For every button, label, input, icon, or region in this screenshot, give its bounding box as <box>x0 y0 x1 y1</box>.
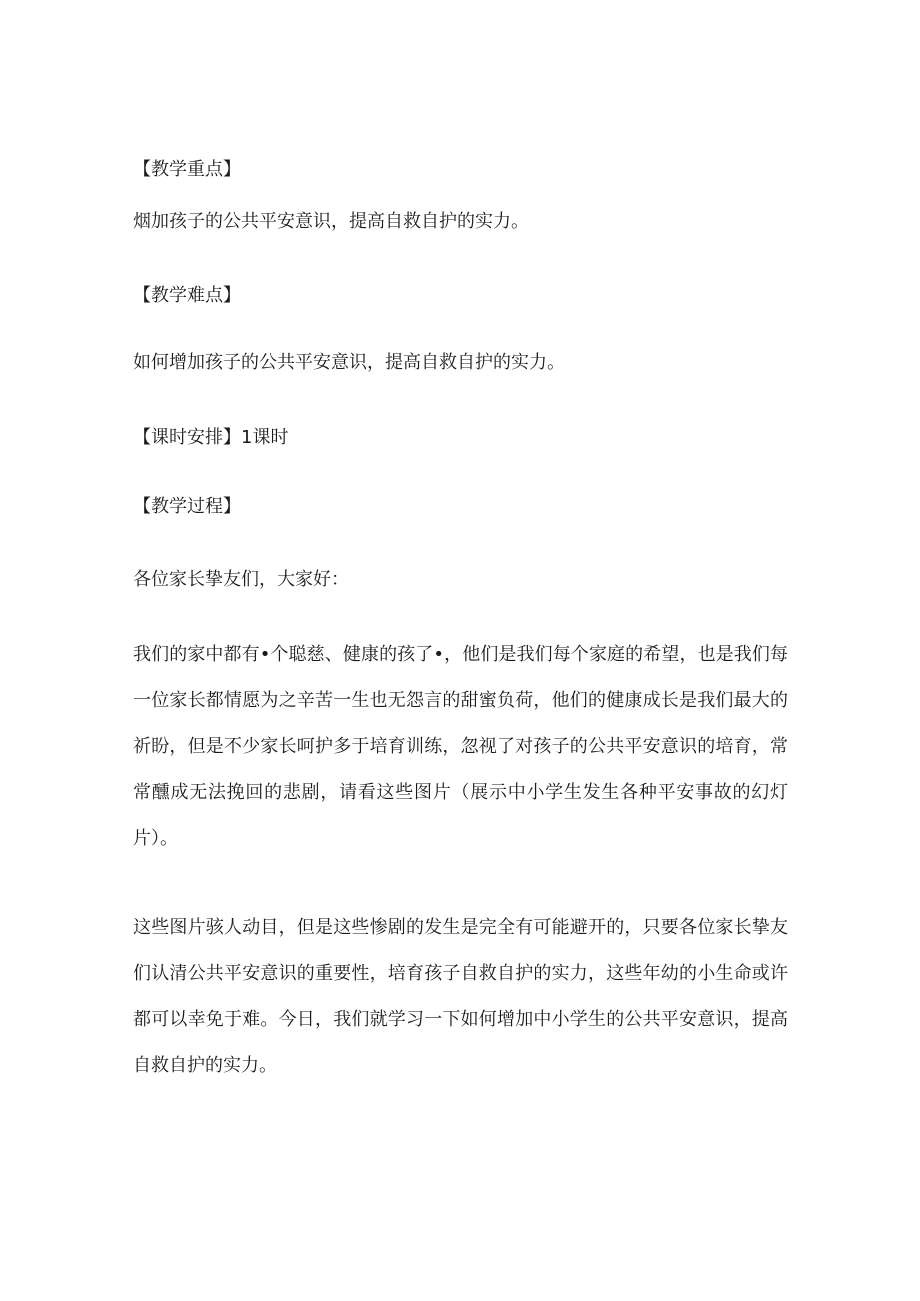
body-paragraph-2: 这些图片骇人动目，但是这些惨剧的发生是完全有可能避开的，只要各位家长挚友们认清公共平安意识的重要性，培育孩子自救自护的实力，这些年幼的小生命或许都可以幸免于难。今日，我们就学习一下如何增加中小学生的公共平安意识，提高自救自护的实力。 <box>133 917 788 1076</box>
greeting-line: 各位家长挚友们，大家好： <box>133 569 349 590</box>
teaching-process-heading: 【教学过程】 <box>133 496 241 517</box>
teaching-difficulty-heading: 【教学难点】 <box>133 285 241 306</box>
teaching-focus-heading: 【教学重点】 <box>133 159 241 180</box>
teaching-focus-text: 烟加孩子的公共平安意识，提高自救自护的实力。 <box>133 211 529 232</box>
body-paragraph-1: 我们的家中都有•个聪慈、健康的孩了•，他们是我们每个家庭的希望，也是我们每一位家长都情愿为之辛苦一生也无怨言的甜蜜负荷，他们的健康成长是我们最大的祈盼，但是不少家长呵护多于培育训练，忽视了对孩子的公共平安意识的培育，常常醺成无法挽回的悲剧，请看这些图片（展示中小学生发生各种平安事故的幻灯片）。 <box>133 644 788 849</box>
lesson-schedule-line: 【课时安排】1课时 <box>133 427 289 448</box>
teaching-difficulty-text: 如何增加孩子的公共平安意识，提高自救自护的实力。 <box>133 352 565 373</box>
